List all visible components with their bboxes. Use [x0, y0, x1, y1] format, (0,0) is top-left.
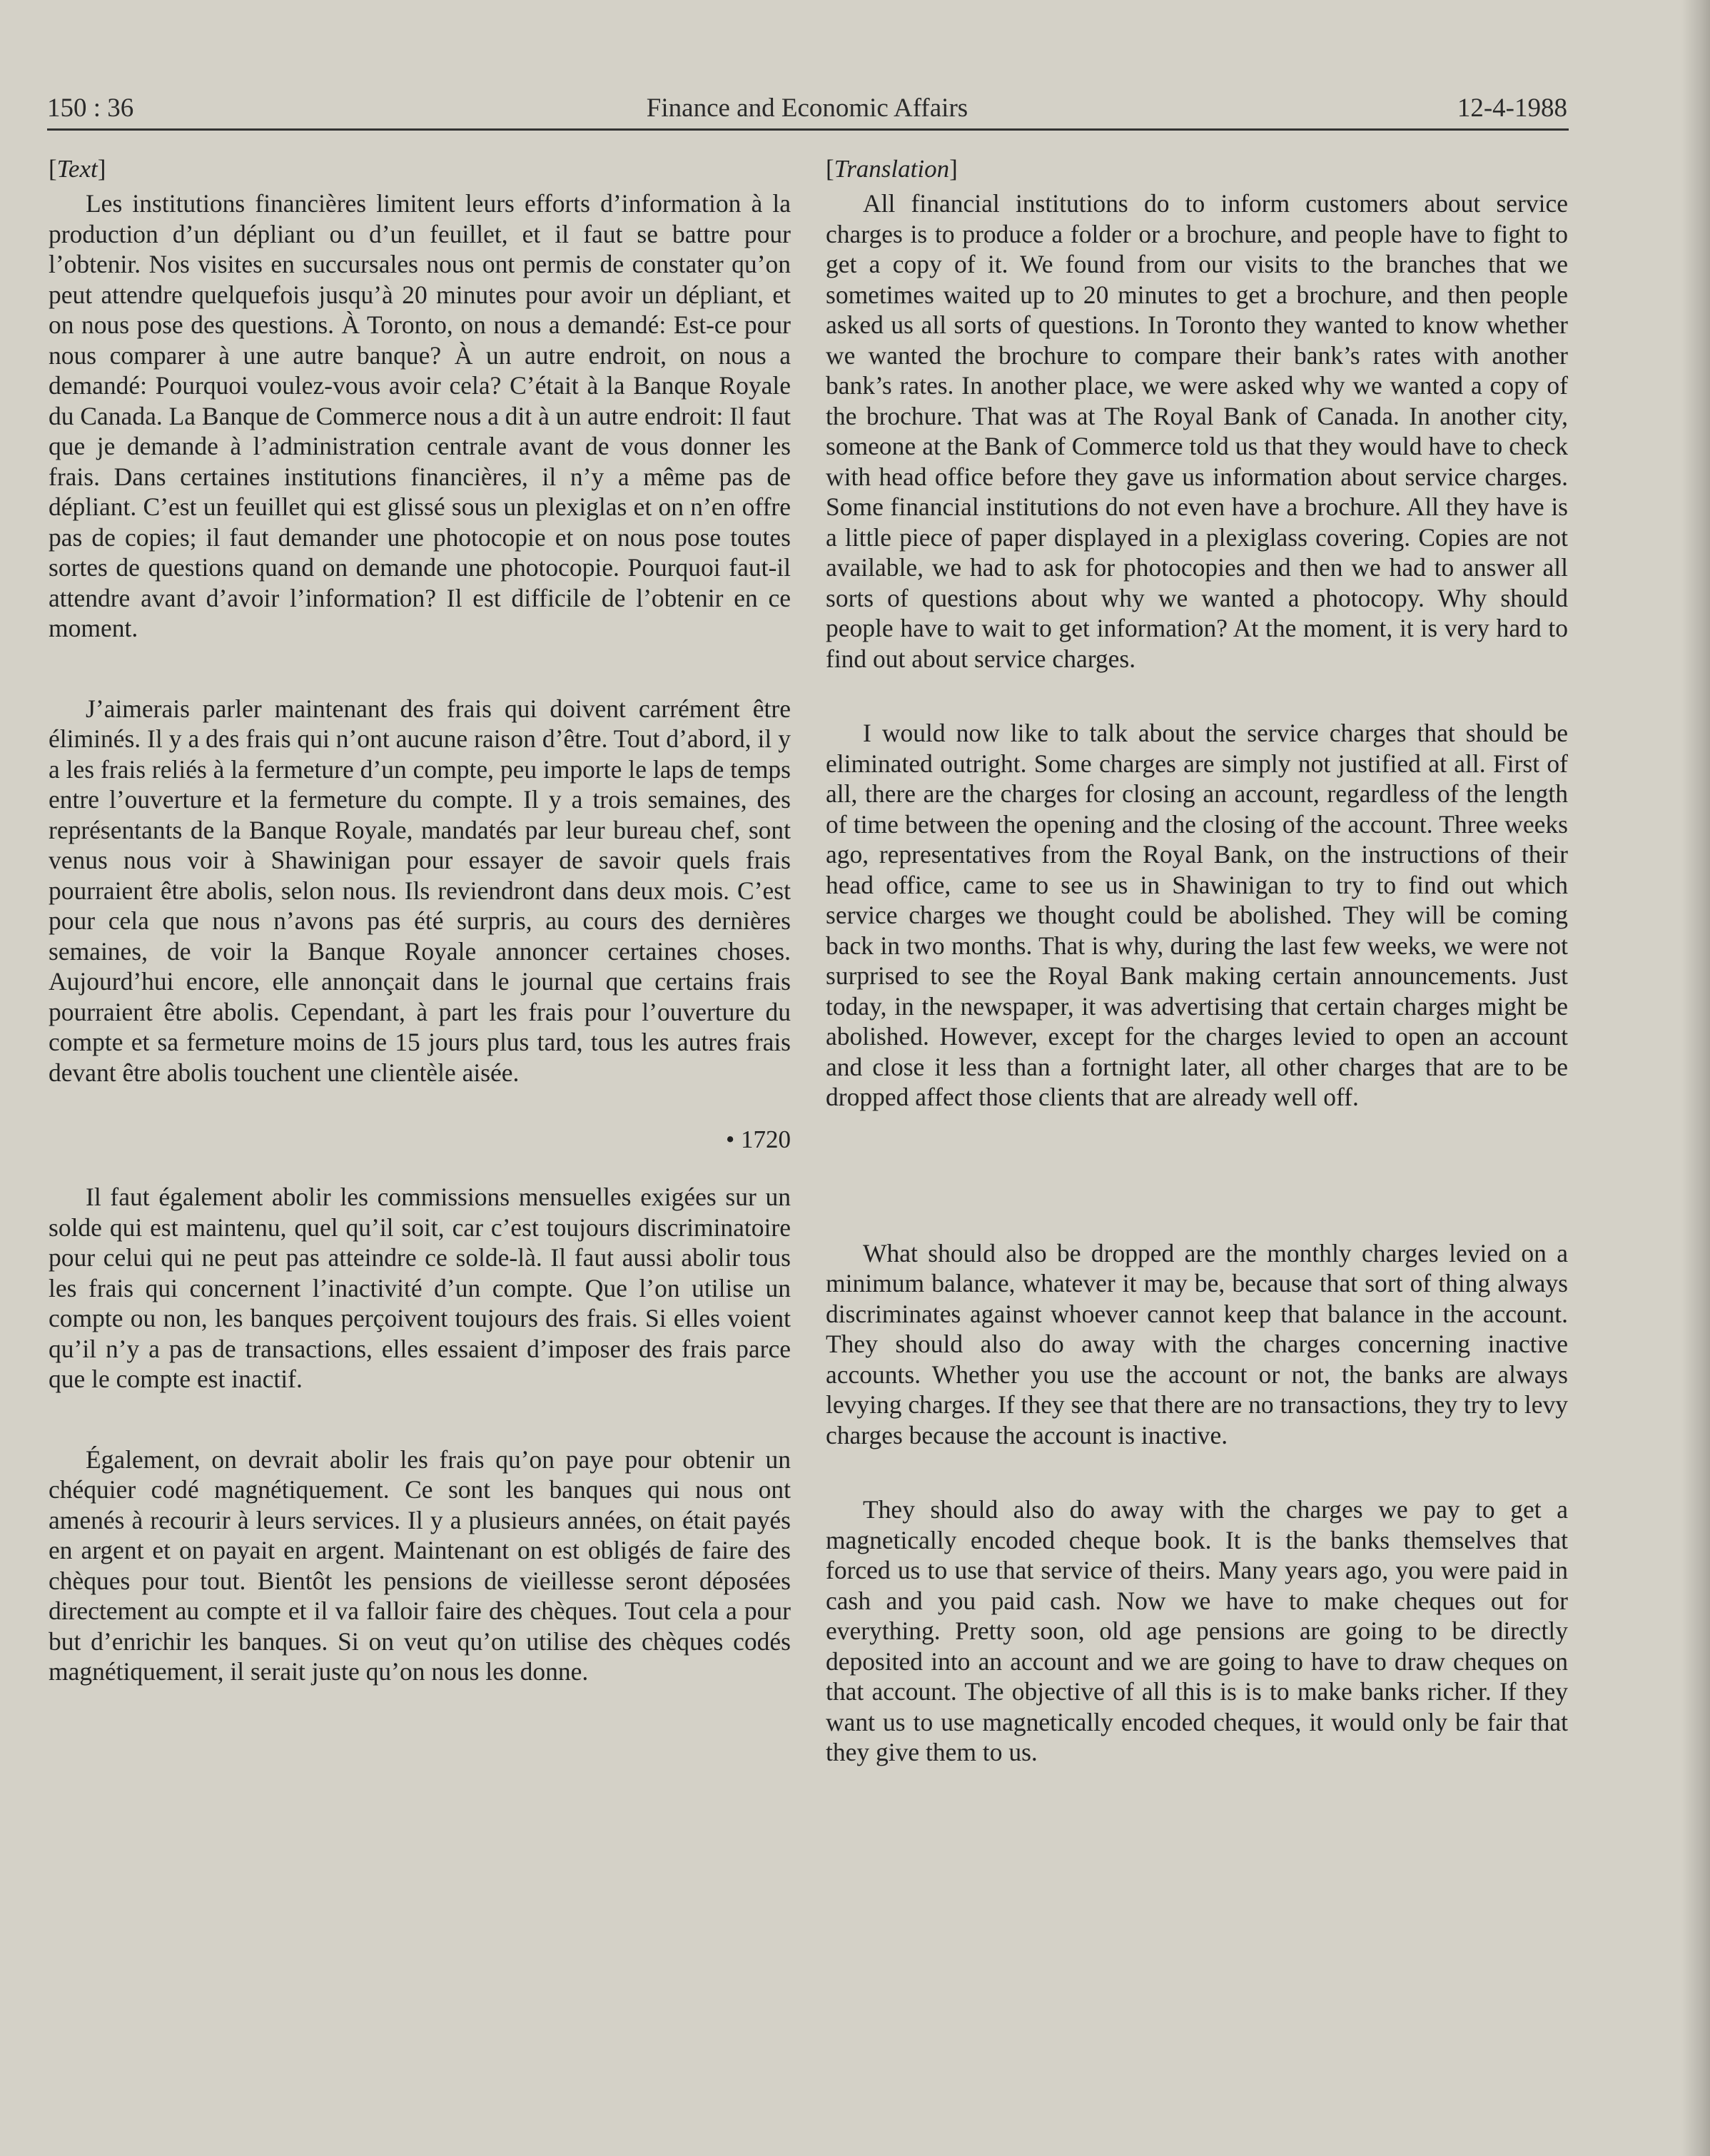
translation-tag-label: Translation: [834, 155, 950, 183]
paragraph-gap: [49, 1155, 791, 1182]
page-number: 150 : 36: [47, 93, 134, 123]
english-paragraph-3: What should also be dropped are the monthly charges levied on a minimum balance, whatever it may be, because that sort of thing always discriminates against whoever cannot keep that balance in the account. They should also do away with the charges concerning inactive accounts. Whether you use the account or not, the banks are always levying charges. If they see that there are no transactions, they try to levy charges because the account is inactive.: [826, 1238, 1568, 1449]
paragraph-gap: [826, 1450, 1568, 1494]
paragraph-gap: [49, 644, 791, 694]
paragraph-gap: [49, 1088, 791, 1125]
translation-tag: [Translation]: [826, 155, 958, 183]
english-paragraph-2: I would now like to talk about the service charges that should be eliminated outright. Some charges are simply not justified at all. First of all, there are the charges for closing an account, regardless of the length of time between the opening and the closing of the account. Three weeks ago, representatives from the Royal Bank, on the instructions of their head office, came to see us in Shawinigan to try to find out which service charges we thought could be abolished. They will be coming back in two months. That is why, during the last few weeks, we were not surprised to see the Royal Bank making certain announcements. Just today, in the newspaper, it was advertising that certain charges might be abolished. However, except for the charges levied to open an account and close it less than a fortnight later, all other charges that are to be dropped affect those clients that are already well off.: [826, 719, 1568, 1111]
french-paragraph-1: Les institutions financières limitent leurs efforts d’information à la production d’un dépliant ou d’un feuillet, et il faut se battre pour l’obtenir. Nos visites en succursales nous ont permis de constater qu’on peut attendre quelquefois jusqu’à 20 minutes pour avoir un dépliant, et on nous pose des questions. À Toronto, on nous a demandé: Est-ce pour nous comparer à une autre banque? À un autre endroit, on nous a demandé: Pourquoi voulez-vous avoir cela? C’était à la Banque Royale du Canada. La Banque de Commerce nous a dit à un autre endroit: Il faut que je demande à l’administration centrale avant de vous donner les frais. Dans certaines institutions financières, il n’y a même pas de dépliant. C’est un feuillet qui est glissé sous un plexiglas et on n’en offre pas de copies; il faut demander une photocopie et on nous pose toutes sortes de questions quand on demande une photocopie. Pourquoi faut-il attendre avant d’avoir l’information? Il est difficile de l’obtenir en ce moment.: [49, 189, 791, 642]
paragraph-gap: [826, 674, 1568, 718]
text-tag-label: Text: [56, 155, 98, 183]
session-date: 12-4-1988: [1457, 93, 1567, 123]
paragraph-gap: [49, 1395, 791, 1444]
time-marker: • 1720: [725, 1125, 791, 1153]
french-column: [49, 154, 791, 1687]
english-paragraph-1: All financial institutions do to inform customers about service charges is to produce a folder or a brochure, and people have to fight to get a copy of it. We found from our visits to the branches that we sometimes waited up to 20 minutes to get a brochure, and then people asked us all sorts of questions. In Toronto they wanted to know whether we wanted the brochure to compare their bank’s rates with another bank’s rates. In another place, we were asked why we wanted a copy of the brochure. That was at The Royal Bank of Canada. In another city, someone at the Bank of Commerce told us that they would have to check with head office before they gave us information about service charges. Some financial institutions do not even have a brochure. All they have is a little piece of paper displayed in a plexiglass covering. Copies are not available, we had to ask for photocopies and then we had to answer all sorts of questions about why we wanted a photocopy. Why should people have to wait to get information? At the moment, it is very hard to find out about service charges.: [826, 189, 1568, 673]
text-tag: [Text]: [49, 155, 106, 183]
french-paragraph-3: Il faut également abolir les commissions mensuelles exigées sur un solde qui est maintenu, quel qu’il soit, car c’est toujours discriminatoire pour celui qui ne peut pas atteindre ce solde-là. Il faut aussi abolir tous les frais qui concernent l’inactivité d’un compte. Que l’on utilise un compte ou non, les banques perçoivent toujours des frais. Si elles voient qu’il n’y a pas de transactions, elles essaient d’imposer des frais parce que le compte est inactif.: [49, 1183, 791, 1393]
french-paragraph-4: Également, on devrait abolir les frais qu’on paye pour obtenir un chéquier codé magnétiquement. Ce sont les banques qui nous ont amenés à recourir à leurs services. Il y a plusieurs années, on était payés en argent et on payait en argent. Maintenant on est obligés de faire des chèques pour tout. Bientôt les pensions de vieillesse seront déposées directement au compte et il va falloir faire des chèques. Tout cela a pour but d’enrichir les banques. Si on veut qu’on utilise des chèques codés magnétiquement, il serait juste qu’on nous les donne.: [49, 1444, 791, 1686]
page-edge-shadow: [1681, 0, 1710, 2156]
header-rule: [47, 128, 1569, 131]
english-column: [826, 154, 1568, 1768]
english-paragraph-4: They should also do away with the charges we pay to get a magnetically encoded cheque book. It is the banks themselves that forced us to use that service of theirs. Many years ago, you were paid in cash and you paid cash. Now we have to make cheques out for everything. Pretty soon, old age pensions are going to be directly deposited into an account and we are going to have to draw cheques on that account. The objective of all this is is to make banks richer. If they want us to use magnetically encoded cheques, it would only be fair that they give them to us.: [826, 1495, 1568, 1766]
french-paragraph-2: J’aimerais parler maintenant des frais qui doivent carrément être éliminés. Il y a des frais qui n’ont aucune raison d’être. Tout d’abord, il y a les frais reliés à la fermeture d’un compte, peu importe le laps de temps entre l’ouverture et la fermeture du compte. Il y a trois semaines, des représentants de la Banque Royale, mandatés par leur bureau chef, sont venus nous voir à Shawinigan pour essayer de savoir quels frais pourraient être abolis, selon nous. Ils reviendront dans deux mois. C’est pour cela que nous n’avons pas été surpris, au cours des dernières semaines, de voir la Banque Royale annoncer certaines choses. Aujourd’hui encore, elle annonçait dans le journal que certains frais pourraient être abolis. Cependant, à part les frais pour l’ouverture du compte et sa fermeture moins de 15 jours plus tard, tous les autres frais devant être abolis touchent une clientèle aisée.: [49, 694, 791, 1087]
paragraph-gap: [826, 1113, 1568, 1238]
committee-title: Finance and Economic Affairs: [646, 93, 968, 123]
page-header: [47, 90, 1567, 127]
